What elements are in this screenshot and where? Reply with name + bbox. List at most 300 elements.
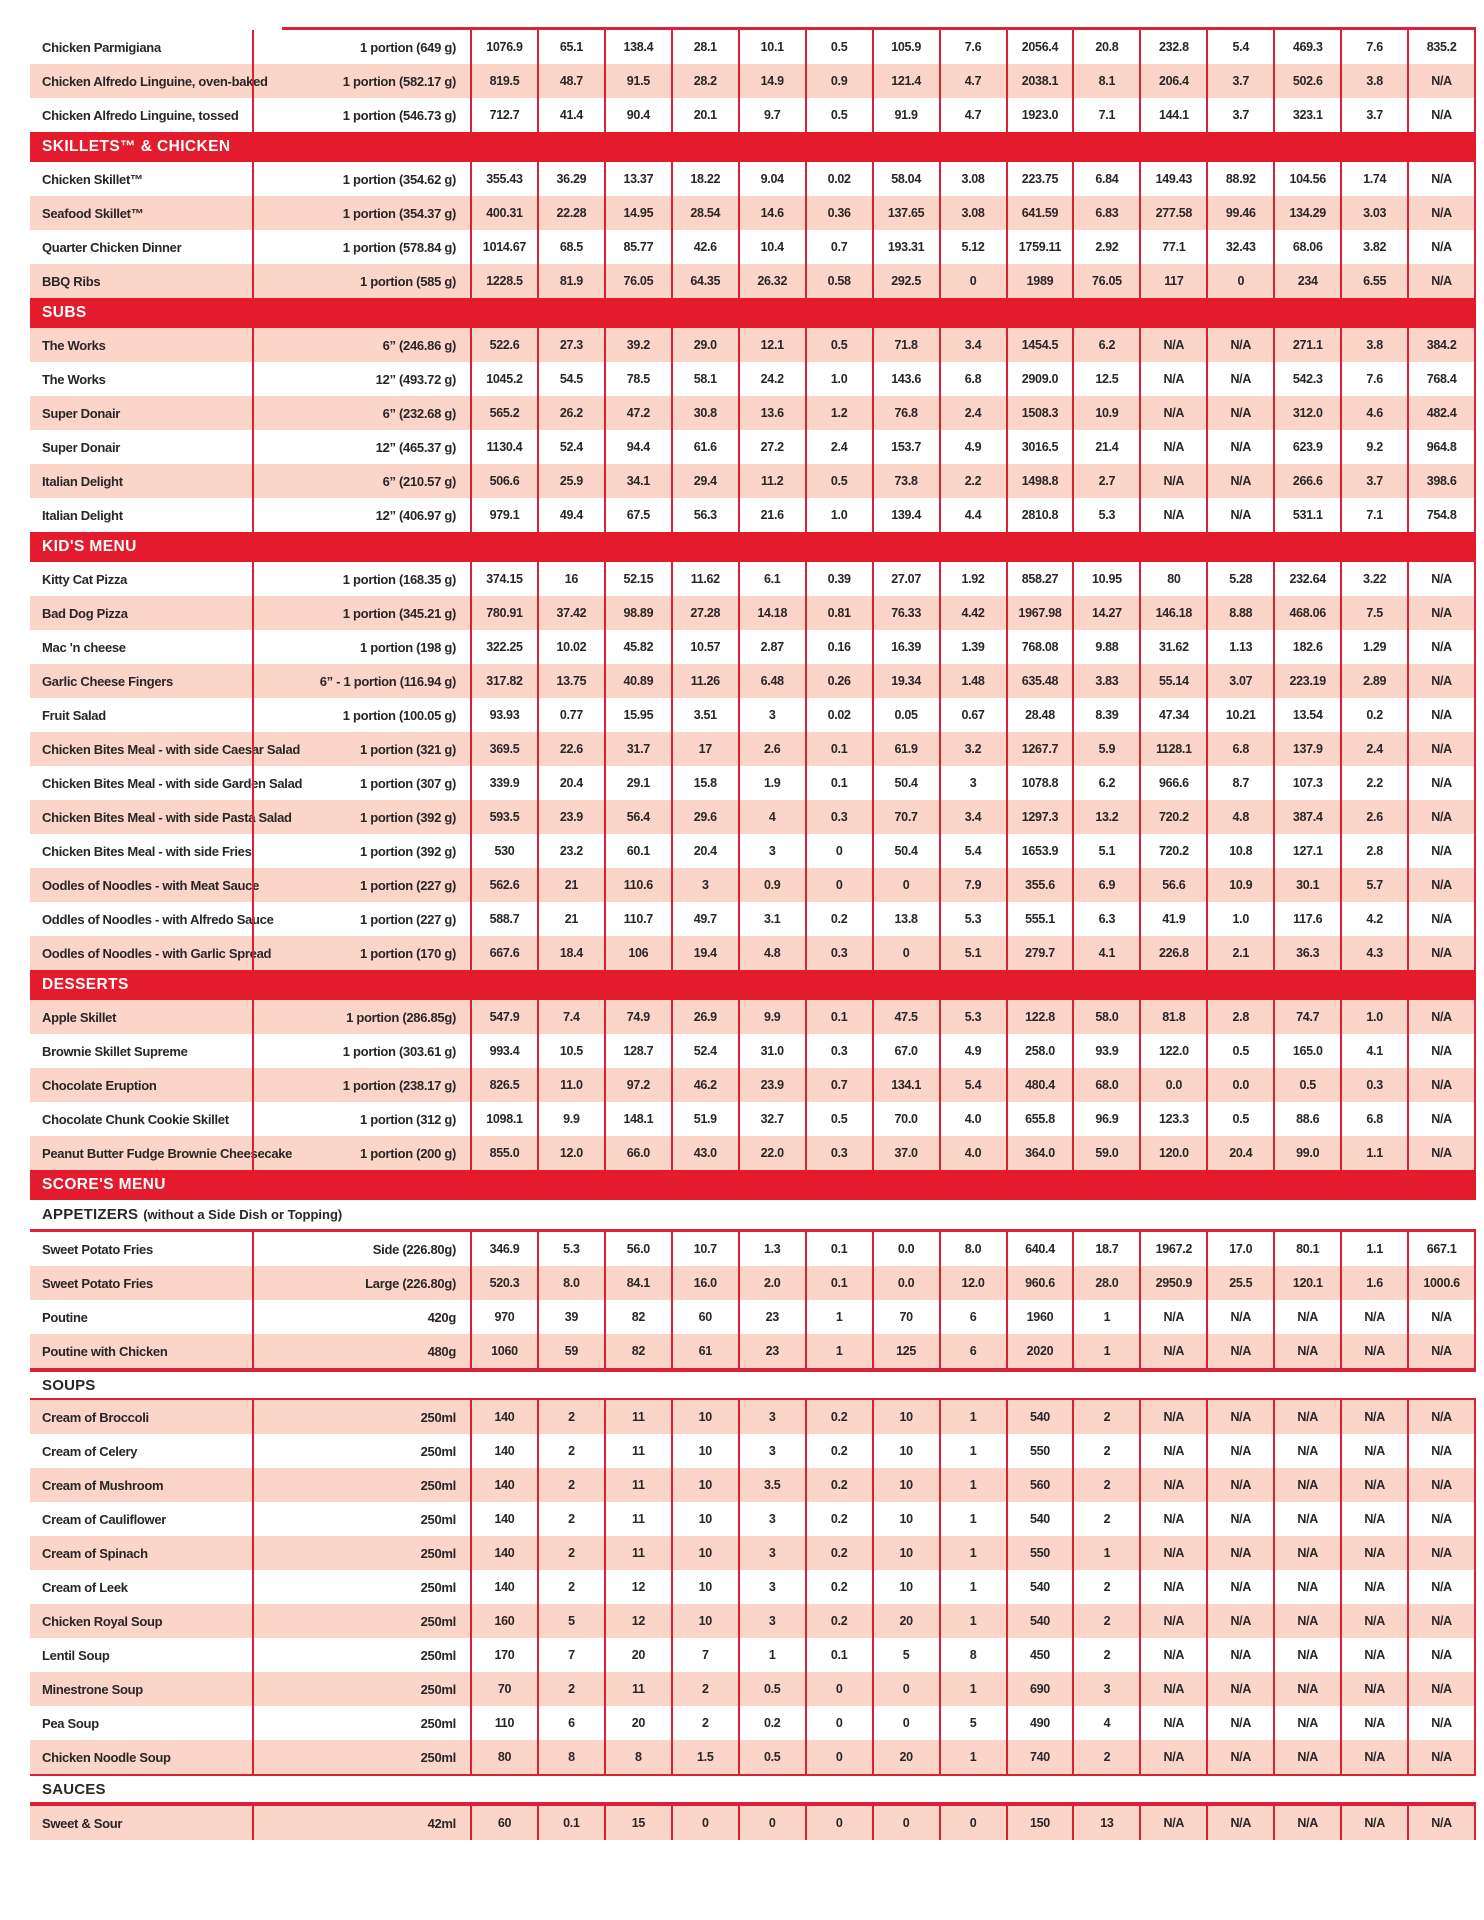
nutrition-value: 0 [671,1806,738,1840]
nutrition-value: 22.28 [537,196,604,230]
nutrition-value: 5.3 [939,1000,1006,1034]
nutrition-value: N/A [1206,430,1273,464]
nutrition-value: 2 [537,1536,604,1570]
nutrition-value: 55.14 [1139,664,1206,698]
nutrition-value: 858.27 [1006,562,1073,596]
nutrition-value: 122.0 [1139,1034,1206,1068]
nutrition-value: 6 [939,1334,1006,1368]
nutrition-value: 979.1 [470,498,537,532]
nutrition-value: 61 [671,1334,738,1368]
nutrition-value: 71.8 [872,328,939,362]
nutrition-value: 0.7 [805,230,872,264]
nutrition-value: 6.55 [1340,264,1407,298]
nutrition-value: 27.3 [537,328,604,362]
nutrition-value: 690 [1006,1672,1073,1706]
nutrition-value: 76.8 [872,396,939,430]
nutrition-value: 655.8 [1006,1102,1073,1136]
portion-size: 1 portion (321 g) [252,732,470,766]
nutrition-value: N/A [1206,362,1273,396]
nutrition-value: 47.2 [604,396,671,430]
nutrition-value: 0 [805,1672,872,1706]
item-name: Cream of Cauliflower [42,1511,167,1527]
nutrition-value: 82 [604,1300,671,1334]
nutrition-value: 49.7 [671,902,738,936]
nutrition-value: 4.8 [738,936,805,970]
nutrition-value: 41.9 [1139,902,1206,936]
nutrition-value: 10.4 [738,230,805,264]
nutrition-value: 4.42 [939,596,1006,630]
nutrition-value: 120.0 [1139,1136,1206,1170]
nutrition-value: 58.0 [1072,1000,1139,1034]
nutrition-value: N/A [1407,1468,1476,1502]
nutrition-value: 1.74 [1340,162,1407,196]
nutrition-value: 3.03 [1340,196,1407,230]
nutrition-value: 12.0 [939,1266,1006,1300]
nutrition-value: 562.6 [470,868,537,902]
nutrition-value: 0 [805,1706,872,1740]
nutrition-value: 1014.67 [470,230,537,264]
nutrition-value: 2 [537,1672,604,1706]
menu-row [30,430,1476,464]
nutrition-value: 10 [671,1468,738,1502]
nutrition-value: 160 [470,1604,537,1638]
nutrition-value: N/A [1407,98,1476,132]
nutrition-value: 5.9 [1072,732,1139,766]
nutrition-value: 125 [872,1334,939,1368]
nutrition-value: 22.6 [537,732,604,766]
nutrition-value: 2 [537,1570,604,1604]
item-name: Chicken Bites Meal - with side Caesar Salad [42,741,301,757]
nutrition-value: 165.0 [1273,1034,1340,1068]
item-name: Chicken Skillet™ [42,171,143,187]
portion-size: 250ml [252,1604,470,1638]
nutrition-value: N/A [1139,362,1206,396]
nutrition-value: 355.6 [1006,868,1073,902]
portion-size: 1 portion (238.17 g) [252,1068,470,1102]
nutrition-value: 10 [671,1400,738,1434]
nutrition-value: N/A [1407,264,1476,298]
nutrition-value: 11 [604,1672,671,1706]
nutrition-value: 506.6 [470,464,537,498]
nutrition-value: 140 [470,1434,537,1468]
nutrition-value: 0.5 [805,30,872,64]
portion-size: 1 portion (227 g) [252,902,470,936]
nutrition-value: 1923.0 [1006,98,1073,132]
portion-size: 250ml [252,1672,470,1706]
item-name: BBQ Ribs [42,273,101,289]
item-name: Italian Delight [42,507,123,523]
portion-size: 250ml [252,1502,470,1536]
nutrition-value: 4.8 [1206,800,1273,834]
nutrition-value: 232.8 [1139,30,1206,64]
nutrition-value: N/A [1273,1334,1340,1368]
nutrition-value: 4.0 [939,1136,1006,1170]
portion-size: 6” (246.86 g) [252,328,470,362]
nutrition-value: N/A [1273,1740,1340,1774]
nutrition-value: 26.9 [671,1000,738,1034]
nutrition-value: 5.12 [939,230,1006,264]
nutrition-value: 10 [671,1570,738,1604]
nutrition-value: 1967.98 [1006,596,1073,630]
nutrition-value: 31.7 [604,732,671,766]
nutrition-value: 3.07 [1206,664,1273,698]
nutrition-value: 31.0 [738,1034,805,1068]
nutrition-value: 0 [805,868,872,902]
nutrition-value: 10.1 [738,30,805,64]
nutrition-value: 140 [470,1536,537,1570]
nutrition-value: 0.39 [805,562,872,596]
nutrition-value: 10.95 [1072,562,1139,596]
nutrition-value: N/A [1340,1706,1407,1740]
nutrition-value: N/A [1407,664,1476,698]
nutrition-value: 1454.5 [1006,328,1073,362]
nutrition-value: 67.0 [872,1034,939,1068]
nutrition-value: 122.8 [1006,1000,1073,1034]
nutrition-value: N/A [1273,1706,1340,1740]
nutrition-value: 2.89 [1340,664,1407,698]
nutrition-value: 2.8 [1340,834,1407,868]
nutrition-value: 0 [939,1806,1006,1840]
nutrition-value: 1.3 [738,1232,805,1266]
nutrition-value: 667.1 [1407,1232,1476,1266]
nutrition-value: 10 [671,1434,738,1468]
nutrition-value: 0.1 [805,732,872,766]
nutrition-value: 52.15 [604,562,671,596]
nutrition-value: 11 [604,1502,671,1536]
nutrition-value: 10 [671,1604,738,1638]
nutrition-value: 2.4 [805,430,872,464]
menu-row [30,1102,1476,1136]
nutrition-value: 0 [872,1706,939,1740]
menu-row [30,1638,1476,1672]
nutrition-value: 0.5 [1206,1102,1273,1136]
nutrition-value: 66.0 [604,1136,671,1170]
section-header [30,132,1476,162]
nutrition-value: 1.1 [1340,1136,1407,1170]
nutrition-value: N/A [1206,1806,1273,1840]
portion-size: 42ml [252,1806,470,1840]
nutrition-value: 0.81 [805,596,872,630]
nutrition-value: 4 [738,800,805,834]
portion-size: 1 portion (392 g) [252,834,470,868]
nutrition-value: 28.48 [1006,698,1073,732]
nutrition-value: 1653.9 [1006,834,1073,868]
nutrition-value: 56.3 [671,498,738,532]
nutrition-value: 0.3 [805,1136,872,1170]
nutrition-value: 0.5 [805,464,872,498]
nutrition-value: 0.5 [805,98,872,132]
nutrition-value: 0 [1206,264,1273,298]
nutrition-value: 11 [604,1468,671,1502]
nutrition-value: 5 [872,1638,939,1672]
nutrition-value: 19.4 [671,936,738,970]
section-header-label: DESSERTS [42,976,129,993]
nutrition-value: 226.8 [1139,936,1206,970]
item-name: Oodles of Noodles - with Garlic Spread [42,945,272,961]
item-name: Peanut Butter Fudge Brownie Cheesecake [42,1145,293,1161]
nutrition-value: 76.05 [604,264,671,298]
item-name: Lentil Soup [42,1647,110,1663]
nutrition-value: 5.4 [939,834,1006,868]
nutrition-value: 4.2 [1340,902,1407,936]
menu-row [30,30,1476,64]
nutrition-value: 148.1 [604,1102,671,1136]
nutrition-value: 91.5 [604,64,671,98]
item-name: Chicken Alfredo Linguine, tossed [42,107,239,123]
nutrition-value: 4.0 [939,1102,1006,1136]
nutrition-value: 6.1 [738,562,805,596]
nutrition-value: 754.8 [1407,498,1476,532]
nutrition-value: 23.9 [738,1068,805,1102]
nutrition-value: 40.89 [604,664,671,698]
nutrition-value: N/A [1407,1068,1476,1102]
nutrition-value: 1 [805,1334,872,1368]
nutrition-value: 3 [738,834,805,868]
nutrition-value: N/A [1407,766,1476,800]
nutrition-value: 17.0 [1206,1232,1273,1266]
nutrition-value: N/A [1206,464,1273,498]
nutrition-value: 292.5 [872,264,939,298]
menu-row [30,1334,1476,1368]
menu-row [30,596,1476,630]
nutrition-value: 61.6 [671,430,738,464]
nutrition-value: 4.6 [1340,396,1407,430]
item-name: Chicken Alfredo Linguine, oven-baked [42,73,268,89]
nutrition-value: 10.8 [1206,834,1273,868]
portion-size: 420g [252,1300,470,1334]
nutrition-value: 13 [1072,1806,1139,1840]
item-name: Minestrone Soup [42,1681,143,1697]
nutrition-value: 2.0 [738,1266,805,1300]
item-name: Pea Soup [42,1715,99,1731]
nutrition-value: 490 [1006,1706,1073,1740]
nutrition-value: 30.1 [1273,868,1340,902]
nutrition-value: 0.5 [805,1102,872,1136]
nutrition-value: 80.1 [1273,1232,1340,1266]
section-header-label: KID'S MENU [42,538,137,555]
nutrition-value: 1 [939,1468,1006,1502]
nutrition-value: 27.07 [872,562,939,596]
nutrition-value: 18.4 [537,936,604,970]
nutrition-value: N/A [1206,1502,1273,1536]
nutrition-value: 323.1 [1273,98,1340,132]
nutrition-value: 0.1 [805,1638,872,1672]
nutrition-value: 4.4 [939,498,1006,532]
nutrition-value: N/A [1206,1536,1273,1570]
portion-size: 250ml [252,1434,470,1468]
nutrition-value: 0.1 [805,766,872,800]
nutrition-value: 480.4 [1006,1068,1073,1102]
nutrition-value: 11 [604,1400,671,1434]
nutrition-value: 8 [939,1638,1006,1672]
nutrition-value: 0.2 [805,1604,872,1638]
item-name: Sweet Potato Fries [42,1241,153,1257]
nutrition-value: 27.2 [738,430,805,464]
nutrition-value: 0 [738,1806,805,1840]
nutrition-value: 234 [1273,264,1340,298]
nutrition-value: 9.04 [738,162,805,196]
nutrition-value: N/A [1407,1706,1476,1740]
nutrition-value: 1.29 [1340,630,1407,664]
nutrition-value: N/A [1273,1806,1340,1840]
nutrition-value: 1989 [1006,264,1073,298]
nutrition-value: 1128.1 [1139,732,1206,766]
nutrition-value: 46.2 [671,1068,738,1102]
nutrition-value: 121.4 [872,64,939,98]
item-name: Chocolate Chunk Cookie Skillet [42,1111,229,1127]
nutrition-value: N/A [1139,1502,1206,1536]
nutrition-value: 4.7 [939,98,1006,132]
section-header-label: SUBS [42,304,87,321]
subsection-title: SAUCES [42,1780,106,1798]
portion-size: 6” (232.68 g) [252,396,470,430]
nutrition-value: 60 [671,1300,738,1334]
nutrition-value: N/A [1407,1536,1476,1570]
nutrition-value: 502.6 [1273,64,1340,98]
portion-size: 1 portion (345.21 g) [252,596,470,630]
nutrition-value: 11.26 [671,664,738,698]
nutrition-value: 74.9 [604,1000,671,1034]
nutrition-value: 1 [738,1638,805,1672]
nutrition-value: 13.75 [537,664,604,698]
nutrition-value: 450 [1006,1638,1073,1672]
nutrition-value: N/A [1407,230,1476,264]
nutrition-value: 47.34 [1139,698,1206,732]
nutrition-value: 10.02 [537,630,604,664]
nutrition-value: 0.05 [872,698,939,732]
nutrition-value: 1.13 [1206,630,1273,664]
nutrition-value: 74.7 [1273,1000,1340,1034]
nutrition-value: 21 [537,902,604,936]
nutrition-value: 623.9 [1273,430,1340,464]
nutrition-value: 137.9 [1273,732,1340,766]
nutrition-value: N/A [1407,1034,1476,1068]
nutrition-value: 593.5 [470,800,537,834]
nutrition-value: 153.7 [872,430,939,464]
nutrition-value: 50.4 [872,834,939,868]
nutrition-value: 28.2 [671,64,738,98]
nutrition-value: N/A [1139,328,1206,362]
nutrition-value: N/A [1206,1400,1273,1434]
nutrition-value: 1967.2 [1139,1232,1206,1266]
menu-row [30,868,1476,902]
menu-row [30,1034,1476,1068]
nutrition-value: 550 [1006,1536,1073,1570]
nutrition-value: 47.5 [872,1000,939,1034]
nutrition-value: 5.28 [1206,562,1273,596]
nutrition-value: 339.9 [470,766,537,800]
nutrition-value: 26.2 [537,396,604,430]
nutrition-value: 99.0 [1273,1136,1340,1170]
nutrition-value: 67.5 [604,498,671,532]
nutrition-value: 23.9 [537,800,604,834]
nutrition-value: 97.2 [604,1068,671,1102]
nutrition-value: 3 [738,1434,805,1468]
menu-row [30,230,1476,264]
nutrition-value: N/A [1139,1300,1206,1334]
nutrition-value: 170 [470,1638,537,1672]
nutrition-value: 5 [537,1604,604,1638]
nutrition-value: 0.58 [805,264,872,298]
nutrition-value: N/A [1273,1502,1340,1536]
nutrition-value: 1000.6 [1407,1266,1476,1300]
item-name: The Works [42,337,106,353]
nutrition-value: N/A [1206,1570,1273,1604]
item-name: Kitty Cat Pizza [42,571,128,587]
nutrition-value: 7.1 [1072,98,1139,132]
nutrition-value: 140 [470,1468,537,1502]
nutrition-value: 50.4 [872,766,939,800]
menu-row [30,1536,1476,1570]
nutrition-value: 720.2 [1139,834,1206,868]
item-name: Quarter Chicken Dinner [42,239,182,255]
nutrition-value: 2 [1072,1740,1139,1774]
nutrition-value: 6 [939,1300,1006,1334]
nutrition-value: 150 [1006,1806,1073,1840]
nutrition-value: 22.0 [738,1136,805,1170]
nutrition-value: 10 [671,1502,738,1536]
nutrition-value: N/A [1407,1434,1476,1468]
nutrition-value: N/A [1206,1604,1273,1638]
item-name: Italian Delight [42,473,123,489]
nutrition-value: 107.3 [1273,766,1340,800]
nutrition-value: 20.4 [671,834,738,868]
nutrition-value: 13.37 [604,162,671,196]
nutrition-value: 140 [470,1400,537,1434]
nutrition-value: 1 [1072,1334,1139,1368]
nutrition-value: 0.5 [738,1740,805,1774]
nutrition-value: 56.4 [604,800,671,834]
nutrition-value: 258.0 [1006,1034,1073,1068]
portion-size: 250ml [252,1638,470,1672]
nutrition-value: 0.02 [805,162,872,196]
nutrition-value: 3.8 [1340,328,1407,362]
nutrition-value: 565.2 [470,396,537,430]
nutrition-value: 37.42 [537,596,604,630]
nutrition-value: 588.7 [470,902,537,936]
nutrition-value: 542.3 [1273,362,1340,396]
nutrition-value: 36.3 [1273,936,1340,970]
nutrition-value: N/A [1273,1570,1340,1604]
nutrition-value: 93.9 [1072,1034,1139,1068]
nutrition-value: 964.8 [1407,430,1476,464]
nutrition-value: 5.3 [1072,498,1139,532]
nutrition-value: 60.1 [604,834,671,868]
nutrition-value: N/A [1206,1334,1273,1368]
nutrition-value: N/A [1407,1136,1476,1170]
nutrition-value: 14.27 [1072,596,1139,630]
nutrition-value: 5.4 [939,1068,1006,1102]
nutrition-value: 2.87 [738,630,805,664]
menu-row [30,630,1476,664]
nutrition-value: 1 [939,1536,1006,1570]
nutrition-value: N/A [1273,1400,1340,1434]
nutrition-value: 80 [470,1740,537,1774]
portion-size: 12” (406.97 g) [252,498,470,532]
nutrition-value: 23 [738,1334,805,1368]
nutrition-value: 7.6 [1340,362,1407,396]
nutrition-value: 58.04 [872,162,939,196]
nutrition-value: N/A [1206,498,1273,532]
nutrition-value: 93.93 [470,698,537,732]
nutrition-value: 15.95 [604,698,671,732]
nutrition-value: N/A [1273,1300,1340,1334]
item-name: Chicken Bites Meal - with side Pasta Salad [42,809,292,825]
nutrition-value: N/A [1407,1740,1476,1774]
nutrition-value: 68.5 [537,230,604,264]
nutrition-value: 59.0 [1072,1136,1139,1170]
nutrition-value: N/A [1139,396,1206,430]
